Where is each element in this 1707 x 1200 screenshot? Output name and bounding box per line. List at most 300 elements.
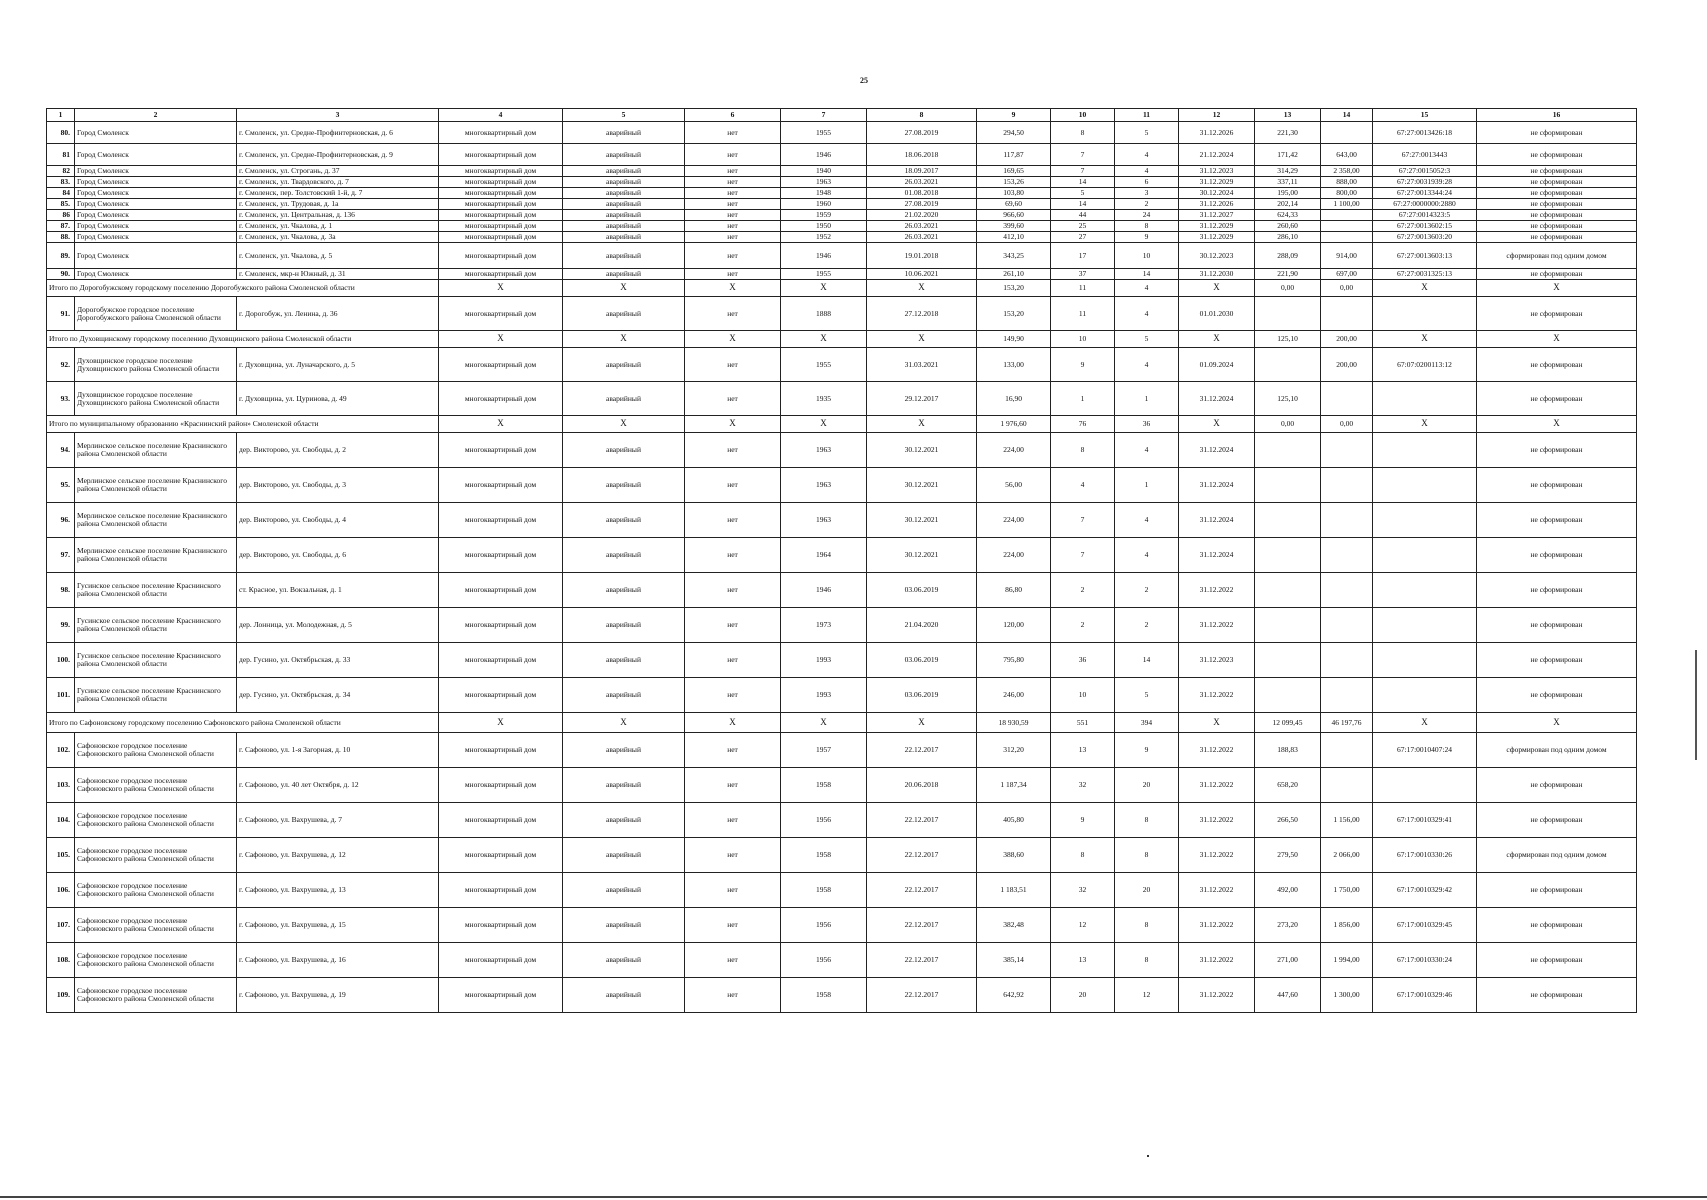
table-cell: Город Смоленск xyxy=(75,221,237,232)
table-cell: г. Смоленск, ул. Строгань, д. 37 xyxy=(237,166,439,177)
table-cell: многоквартирный дом xyxy=(439,503,563,538)
row-number: 98. xyxy=(47,573,75,608)
table-cell: Город Смоленск xyxy=(75,188,237,199)
table-cell: 03.06.2019 xyxy=(867,643,977,678)
row-number: 82 xyxy=(47,166,75,177)
table-cell: 5 xyxy=(1115,122,1179,144)
table-cell: многоквартирный дом xyxy=(439,838,563,873)
table-cell: нет xyxy=(685,908,781,943)
table-cell: многоквартирный дом xyxy=(439,199,563,210)
table-cell: 22.12.2017 xyxy=(867,838,977,873)
table-cell: Город Смоленск xyxy=(75,122,237,144)
subtotal-cell: 125,10 xyxy=(1255,331,1321,348)
table-cell: аварийный xyxy=(563,382,685,416)
table-cell: 14 xyxy=(1115,643,1179,678)
table-cell: 294,50 xyxy=(977,122,1051,144)
table-cell: 1993 xyxy=(781,643,867,678)
table-row xyxy=(47,144,1637,166)
table-cell: не сформирован xyxy=(1477,433,1637,468)
table-cell: 314,29 xyxy=(1255,166,1321,177)
table-cell: аварийный xyxy=(563,733,685,768)
table-cell: 30.12.2023 xyxy=(1179,243,1255,269)
row-number: 100. xyxy=(47,643,75,678)
table-cell: 624,33 xyxy=(1255,210,1321,221)
subtotal-cell: X xyxy=(1373,280,1477,297)
table-cell: дер. Гусино, ул. Октябрьская, д. 33 xyxy=(237,643,439,678)
table-cell: Духовщинское городское поселение Духовщинского района Смоленской области xyxy=(75,348,237,382)
table-cell: г. Сафоново, ул. Вахрушева, д. 7 xyxy=(237,803,439,838)
table-cell: 1956 xyxy=(781,803,867,838)
header-cell: 12 xyxy=(1179,109,1255,122)
subtotal-cell: X xyxy=(781,331,867,348)
table-cell: 25 xyxy=(1051,221,1115,232)
table-cell xyxy=(1373,678,1477,713)
table-cell: г. Сафоново, ул. 1-я Загорная, д. 10 xyxy=(237,733,439,768)
table-cell: 37 xyxy=(1051,269,1115,280)
table-cell: 56,00 xyxy=(977,468,1051,503)
subtotal-cell: X xyxy=(781,280,867,297)
table-cell: 12 xyxy=(1115,978,1179,1013)
row-number: 88. xyxy=(47,232,75,243)
table-cell: 125,10 xyxy=(1255,382,1321,416)
table-cell: многоквартирный дом xyxy=(439,221,563,232)
table-row xyxy=(47,188,1637,199)
table-cell: 2 358,00 xyxy=(1321,166,1373,177)
table-cell: 27.08.2019 xyxy=(867,199,977,210)
table-cell: Дорогобужское городское поселение Дорогобужского района Смоленской области xyxy=(75,297,237,331)
table-cell: не сформирован xyxy=(1477,221,1637,232)
table-cell: не сформирован xyxy=(1477,608,1637,643)
header-cell: 13 xyxy=(1255,109,1321,122)
table-cell xyxy=(1321,678,1373,713)
table-cell: г. Духовщина, ул. Луначарского, д. 5 xyxy=(237,348,439,382)
table-cell: 67:27:0013602:15 xyxy=(1373,221,1477,232)
table-cell: 4 xyxy=(1115,433,1179,468)
table-cell: 382,48 xyxy=(977,908,1051,943)
table-cell: 31.12.2029 xyxy=(1179,177,1255,188)
subtotal-cell: X xyxy=(867,416,977,433)
table-cell: 31.12.2023 xyxy=(1179,643,1255,678)
table-cell: 5 xyxy=(1051,188,1115,199)
table-cell: аварийный xyxy=(563,678,685,713)
table-cell: 31.12.2022 xyxy=(1179,768,1255,803)
scan-bottom-line xyxy=(0,1196,1707,1198)
table-cell xyxy=(1321,768,1373,803)
table-cell: г. Духовщина, ул. Цуринова, д. 49 xyxy=(237,382,439,416)
table-cell: нет xyxy=(685,573,781,608)
table-cell: сформирован под одним домом xyxy=(1477,733,1637,768)
table-cell: 31.03.2021 xyxy=(867,348,977,382)
table-cell: 1993 xyxy=(781,678,867,713)
row-number: 108. xyxy=(47,943,75,978)
table-cell xyxy=(1321,608,1373,643)
table-cell: 30.12.2024 xyxy=(1179,188,1255,199)
subtotal-cell: X xyxy=(1373,416,1477,433)
header-cell: 2 xyxy=(75,109,237,122)
table-cell: аварийный xyxy=(563,188,685,199)
table-cell: 388,60 xyxy=(977,838,1051,873)
table-cell: нет xyxy=(685,978,781,1013)
table-cell: 30.12.2021 xyxy=(867,433,977,468)
table-cell xyxy=(1373,433,1477,468)
header-cell: 9 xyxy=(977,109,1051,122)
table-cell xyxy=(1373,297,1477,331)
subtotal-cell: X xyxy=(685,713,781,733)
table-cell: 67:27:0015052:3 xyxy=(1373,166,1477,177)
subtotal-cell: 0,00 xyxy=(1321,280,1373,297)
table-cell: аварийный xyxy=(563,177,685,188)
row-number: 106. xyxy=(47,873,75,908)
table-cell: дер. Викторово, ул. Свободы, д. 4 xyxy=(237,503,439,538)
table-cell xyxy=(1255,348,1321,382)
subtotal-cell: X xyxy=(1179,416,1255,433)
table-cell: 67:27:0013603:20 xyxy=(1373,232,1477,243)
table-cell: аварийный xyxy=(563,608,685,643)
subtotal-cell: 149,90 xyxy=(977,331,1051,348)
table-cell: не сформирован xyxy=(1477,468,1637,503)
table-cell: не сформирован xyxy=(1477,166,1637,177)
header-cell: 7 xyxy=(781,109,867,122)
table-cell: 31.12.2029 xyxy=(1179,232,1255,243)
table-cell: нет xyxy=(685,873,781,908)
table-cell: 286,10 xyxy=(1255,232,1321,243)
table-cell: 01.08.2018 xyxy=(867,188,977,199)
header-cell: 11 xyxy=(1115,109,1179,122)
table-cell: 86,80 xyxy=(977,573,1051,608)
table-cell: не сформирован xyxy=(1477,573,1637,608)
table-cell: Гусинское сельское поселение Краснинского района Смоленской области xyxy=(75,573,237,608)
table-cell: г. Смоленск, ул. Средне-Профинтерновская, д. 6 xyxy=(237,122,439,144)
table-cell: аварийный xyxy=(563,210,685,221)
table-cell: 1946 xyxy=(781,573,867,608)
table-cell: 1946 xyxy=(781,243,867,269)
table-cell: Мерлинское сельское поселение Краснинского района Смоленской области xyxy=(75,468,237,503)
table-cell: 7 xyxy=(1051,503,1115,538)
table-cell: аварийный xyxy=(563,122,685,144)
table-cell xyxy=(1373,608,1477,643)
table-cell: Город Смоленск xyxy=(75,177,237,188)
table-row xyxy=(47,297,1637,331)
table-cell: Город Смоленск xyxy=(75,243,237,269)
table-cell: многоквартирный дом xyxy=(439,573,563,608)
table-cell: нет xyxy=(685,221,781,232)
table-cell: 246,00 xyxy=(977,678,1051,713)
table-cell: 31.12.2023 xyxy=(1179,166,1255,177)
table-cell: нет xyxy=(685,210,781,221)
table-cell: 01.01.2030 xyxy=(1179,297,1255,331)
table-cell: Город Смоленск xyxy=(75,144,237,166)
subtotal-cell: 76 xyxy=(1051,416,1115,433)
table-cell: 1964 xyxy=(781,538,867,573)
table-cell: нет xyxy=(685,678,781,713)
table-cell: аварийный xyxy=(563,978,685,1013)
table-cell: 1 100,00 xyxy=(1321,199,1373,210)
subtotal-row xyxy=(47,280,1637,297)
table-cell: не сформирован xyxy=(1477,873,1637,908)
table-cell: 343,25 xyxy=(977,243,1051,269)
subtotal-cell: 0,00 xyxy=(1255,280,1321,297)
subtotal-cell: X xyxy=(563,331,685,348)
subtotal-cell: X xyxy=(1477,331,1637,348)
table-cell: 67:27:0031939:28 xyxy=(1373,177,1477,188)
table-cell: аварийный xyxy=(563,269,685,280)
subtotal-cell: X xyxy=(1373,713,1477,733)
table-row xyxy=(47,643,1637,678)
table-cell: нет xyxy=(685,122,781,144)
header-cell: 6 xyxy=(685,109,781,122)
subtotal-cell: X xyxy=(867,280,977,297)
table-cell: 9 xyxy=(1051,348,1115,382)
table-cell: 19.01.2018 xyxy=(867,243,977,269)
table-cell: не сформирован xyxy=(1477,177,1637,188)
table-cell: многоквартирный дом xyxy=(439,177,563,188)
subtotal-cell: X xyxy=(867,331,977,348)
table-cell: 21.02.2020 xyxy=(867,210,977,221)
table-cell: 224,00 xyxy=(977,538,1051,573)
table-cell: Город Смоленск xyxy=(75,269,237,280)
table-cell: Сафоновское городское поселение Сафоновского района Смоленской области xyxy=(75,733,237,768)
table-cell: 03.06.2019 xyxy=(867,678,977,713)
header-row xyxy=(47,109,1637,122)
table-cell: г. Смоленск, мкр-н Южный, д. 31 xyxy=(237,269,439,280)
subtotal-cell: X xyxy=(685,280,781,297)
table-cell: нет xyxy=(685,232,781,243)
table-cell: 5 xyxy=(1115,678,1179,713)
table-cell: 1963 xyxy=(781,503,867,538)
subtotal-cell: X xyxy=(563,416,685,433)
table-cell: нет xyxy=(685,243,781,269)
table-cell xyxy=(1373,573,1477,608)
table-cell: 67:17:0010329:45 xyxy=(1373,908,1477,943)
table-cell: Сафоновское городское поселение Сафоновского района Смоленской области xyxy=(75,803,237,838)
table-cell: г. Сафоново, ул. Вахрушева, д. 15 xyxy=(237,908,439,943)
table-cell: Сафоновское городское поселение Сафоновского района Смоленской области xyxy=(75,873,237,908)
table-cell: многоквартирный дом xyxy=(439,733,563,768)
table-cell: 8 xyxy=(1115,803,1179,838)
table-cell: аварийный xyxy=(563,503,685,538)
subtotal-cell: 200,00 xyxy=(1321,331,1373,348)
table-cell: 67:27:0014323:5 xyxy=(1373,210,1477,221)
table-cell: 7 xyxy=(1051,144,1115,166)
table-cell: 261,10 xyxy=(977,269,1051,280)
table-cell: нет xyxy=(685,177,781,188)
table-cell: 31.12.2022 xyxy=(1179,908,1255,943)
table-cell: 9 xyxy=(1115,733,1179,768)
subtotal-cell: 12 099,45 xyxy=(1255,713,1321,733)
table-cell: 133,00 xyxy=(977,348,1051,382)
table-cell: нет xyxy=(685,643,781,678)
table-body xyxy=(47,109,1637,1013)
table-cell: сформирован под одним домом xyxy=(1477,243,1637,269)
table-cell: дер. Викторово, ул. Свободы, д. 2 xyxy=(237,433,439,468)
table-cell: не сформирован xyxy=(1477,199,1637,210)
table-cell: 8 xyxy=(1051,433,1115,468)
table-cell: 2 xyxy=(1115,573,1179,608)
table-cell: 1 856,00 xyxy=(1321,908,1373,943)
table-row xyxy=(47,978,1637,1013)
table-cell: аварийный xyxy=(563,468,685,503)
table-row xyxy=(47,803,1637,838)
table-cell: 888,00 xyxy=(1321,177,1373,188)
table-cell: 1948 xyxy=(781,188,867,199)
subtotal-cell: 5 xyxy=(1115,331,1179,348)
table-cell: 12 xyxy=(1051,908,1115,943)
table-cell xyxy=(1321,468,1373,503)
table-cell: 202,14 xyxy=(1255,199,1321,210)
table-cell: 14 xyxy=(1115,269,1179,280)
table-cell xyxy=(1321,643,1373,678)
table-cell: 21.12.2024 xyxy=(1179,144,1255,166)
table-cell: 1 xyxy=(1115,382,1179,416)
table-cell: многоквартирный дом xyxy=(439,908,563,943)
table-cell: 153,20 xyxy=(977,297,1051,331)
table-cell: 31.12.2024 xyxy=(1179,538,1255,573)
table-cell: 1 183,51 xyxy=(977,873,1051,908)
row-number: 94. xyxy=(47,433,75,468)
table-cell: нет xyxy=(685,468,781,503)
table-cell: 1958 xyxy=(781,768,867,803)
subtotal-cell: 394 xyxy=(1115,713,1179,733)
table-row xyxy=(47,243,1637,269)
table-cell: многоквартирный дом xyxy=(439,188,563,199)
table-cell: 492,00 xyxy=(1255,873,1321,908)
table-cell: 399,60 xyxy=(977,221,1051,232)
table-cell: сформирован под одним домом xyxy=(1477,838,1637,873)
table-cell: аварийный xyxy=(563,144,685,166)
table-cell: дер. Лонница, ул. Молодежная, д. 5 xyxy=(237,608,439,643)
subtotal-cell: 1 976,60 xyxy=(977,416,1051,433)
subtotal-cell: X xyxy=(1179,713,1255,733)
table-cell: не сформирован xyxy=(1477,503,1637,538)
table-cell: аварийный xyxy=(563,873,685,908)
table-cell: 31.12.2029 xyxy=(1179,221,1255,232)
table-row xyxy=(47,943,1637,978)
table-cell xyxy=(1255,678,1321,713)
table-cell: г. Смоленск, пер. Толстовский 1-й, д. 7 xyxy=(237,188,439,199)
table-cell: аварийный xyxy=(563,243,685,269)
table-cell: дер. Викторово, ул. Свободы, д. 3 xyxy=(237,468,439,503)
table-cell: 26.03.2021 xyxy=(867,232,977,243)
subtotal-row xyxy=(47,416,1637,433)
table-cell: 266,50 xyxy=(1255,803,1321,838)
table-cell: 13 xyxy=(1051,943,1115,978)
table-cell: многоквартирный дом xyxy=(439,678,563,713)
table-cell: 1 xyxy=(1051,382,1115,416)
table-cell: 643,00 xyxy=(1321,144,1373,166)
table-cell: 405,80 xyxy=(977,803,1051,838)
table-cell: аварийный xyxy=(563,433,685,468)
table-cell: 1 300,00 xyxy=(1321,978,1373,1013)
table-cell: многоквартирный дом xyxy=(439,382,563,416)
subtotal-cell: 0,00 xyxy=(1255,416,1321,433)
table-cell: нет xyxy=(685,803,781,838)
table-cell: нет xyxy=(685,269,781,280)
table-cell: 288,09 xyxy=(1255,243,1321,269)
table-cell xyxy=(1321,538,1373,573)
table-cell: многоквартирный дом xyxy=(439,468,563,503)
table-cell: многоквартирный дом xyxy=(439,297,563,331)
table-cell: 7 xyxy=(1051,166,1115,177)
table-cell: 412,10 xyxy=(977,232,1051,243)
row-number: 107. xyxy=(47,908,75,943)
table-cell: 32 xyxy=(1051,768,1115,803)
table-cell: 658,20 xyxy=(1255,768,1321,803)
header-cell: 4 xyxy=(439,109,563,122)
table-cell: многоквартирный дом xyxy=(439,348,563,382)
table-row xyxy=(47,348,1637,382)
table-cell: 4 xyxy=(1115,503,1179,538)
table-cell xyxy=(1321,382,1373,416)
table-cell: 7 xyxy=(1051,538,1115,573)
table-cell xyxy=(1321,503,1373,538)
table-cell xyxy=(1373,503,1477,538)
table-cell: 13 xyxy=(1051,733,1115,768)
table-cell: многоквартирный дом xyxy=(439,433,563,468)
table-cell: 312,20 xyxy=(977,733,1051,768)
table-cell: не сформирован xyxy=(1477,768,1637,803)
table-cell: многоквартирный дом xyxy=(439,873,563,908)
subtotal-label: Итого по Сафоновскому городскому поселению Сафоновского района Смоленской области xyxy=(47,713,439,733)
housing-table xyxy=(46,108,1637,1013)
table-cell: 03.06.2019 xyxy=(867,573,977,608)
table-cell: г. Смоленск, ул. Чкалова, д. 5 xyxy=(237,243,439,269)
subtotal-cell: 11 xyxy=(1051,280,1115,297)
subtotal-cell: X xyxy=(1477,280,1637,297)
table-cell: 20 xyxy=(1115,873,1179,908)
table-cell: Гусинское сельское поселение Краснинского района Смоленской области xyxy=(75,678,237,713)
table-cell: 31.12.2026 xyxy=(1179,122,1255,144)
table-cell: 188,83 xyxy=(1255,733,1321,768)
table-cell: 1973 xyxy=(781,608,867,643)
table-cell: 2 xyxy=(1051,573,1115,608)
table-cell: 26.03.2021 xyxy=(867,221,977,232)
table-cell: дер. Викторово, ул. Свободы, д. 6 xyxy=(237,538,439,573)
table-cell: 67:27:0013344:24 xyxy=(1373,188,1477,199)
table-cell: 10 xyxy=(1115,243,1179,269)
table-row xyxy=(47,177,1637,188)
table-cell: 4 xyxy=(1115,144,1179,166)
table-cell xyxy=(1373,643,1477,678)
row-number: 83. xyxy=(47,177,75,188)
row-number: 85. xyxy=(47,199,75,210)
header-cell: 15 xyxy=(1373,109,1477,122)
subtotal-cell: X xyxy=(1477,713,1637,733)
table-cell: аварийный xyxy=(563,232,685,243)
table-cell: 4 xyxy=(1051,468,1115,503)
table-cell: 200,00 xyxy=(1321,348,1373,382)
subtotal-label: Итого по Духовщинскому городскому поселению Духовщинского района Смоленской области xyxy=(47,331,439,348)
row-number: 101. xyxy=(47,678,75,713)
table-cell: не сформирован xyxy=(1477,978,1637,1013)
table-cell: 1963 xyxy=(781,468,867,503)
subtotal-cell: X xyxy=(685,331,781,348)
subtotal-row xyxy=(47,331,1637,348)
table-cell: не сформирован xyxy=(1477,269,1637,280)
table-cell xyxy=(1321,210,1373,221)
table-cell: многоквартирный дом xyxy=(439,269,563,280)
table-cell: 30.12.2021 xyxy=(867,503,977,538)
table-cell xyxy=(1321,122,1373,144)
table-cell: не сформирован xyxy=(1477,382,1637,416)
table-cell: 8 xyxy=(1051,838,1115,873)
subtotal-cell: X xyxy=(867,713,977,733)
table-cell: многоквартирный дом xyxy=(439,166,563,177)
row-number: 99. xyxy=(47,608,75,643)
table-cell: 67:27:0013603:13 xyxy=(1373,243,1477,269)
subtotal-cell: X xyxy=(439,416,563,433)
table-cell: 1 750,00 xyxy=(1321,873,1373,908)
table-cell: 1 156,00 xyxy=(1321,803,1373,838)
